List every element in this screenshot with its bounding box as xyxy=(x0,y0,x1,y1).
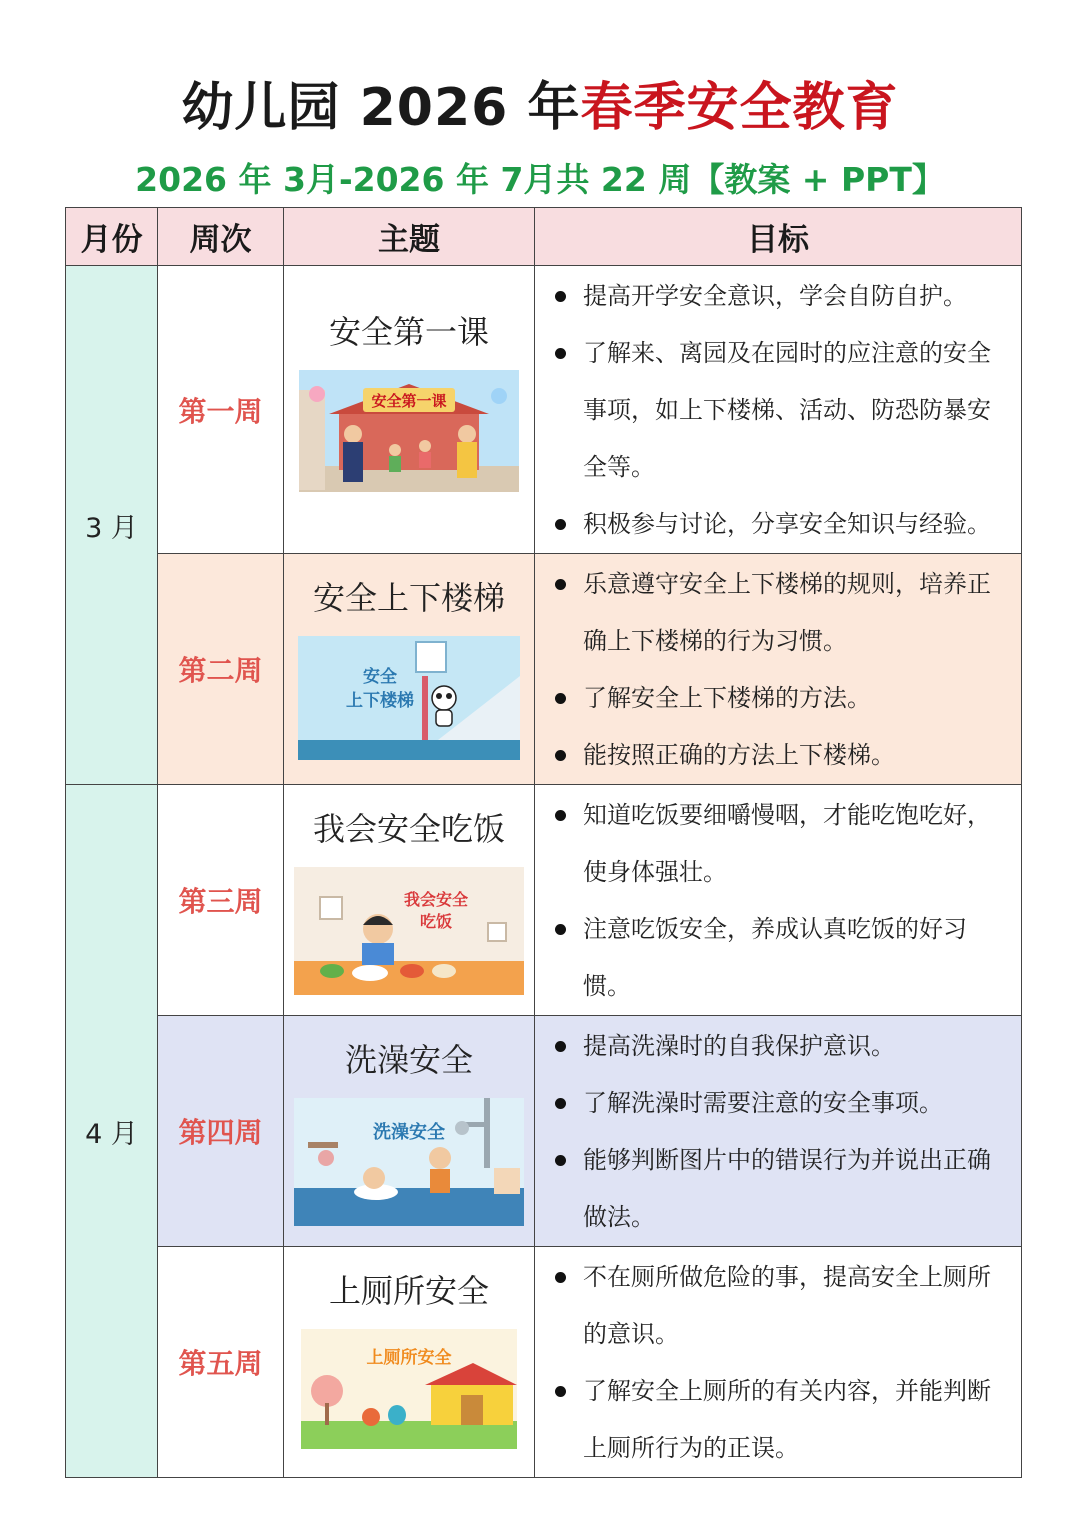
lesson-thumbnail xyxy=(298,636,520,760)
header-month: 月份 xyxy=(66,208,158,266)
lesson-thumbnail xyxy=(294,1098,524,1226)
header-goal: 目标 xyxy=(535,208,1022,266)
header-theme: 主题 xyxy=(284,208,535,266)
table-row xyxy=(66,1016,1022,1247)
table-row xyxy=(66,554,1022,785)
theme-title: 洗澡安全 xyxy=(344,1041,473,1079)
svg-text:吃饭: 吃饭 xyxy=(419,912,453,931)
goal-cell xyxy=(535,1016,1022,1247)
theme-title: 安全上下楼梯 xyxy=(312,579,505,617)
svg-text:我会安全: 我会安全 xyxy=(403,890,469,909)
theme-title: 上厕所安全 xyxy=(328,1272,489,1310)
week-cell: 第一周 xyxy=(158,266,284,554)
svg-text:上厕所安全: 上厕所安全 xyxy=(366,1348,452,1368)
goal-item: 提高开学安全意识，学会自防自护。 xyxy=(549,268,1011,325)
theme-cell xyxy=(284,1247,535,1478)
goal-item: 了解安全上下楼梯的方法。 xyxy=(549,670,1011,727)
week-cell: 第五周 xyxy=(158,1247,284,1478)
theme-cell xyxy=(284,785,535,1016)
goal-cell xyxy=(535,266,1022,554)
svg-text:洗澡安全: 洗澡安全 xyxy=(373,1122,445,1143)
goal-item: 了解安全上厕所的有关内容，并能判断上厕所行为的正误。 xyxy=(549,1363,1011,1477)
week-cell: 第二周 xyxy=(158,554,284,785)
table-header-row xyxy=(66,208,1022,266)
svg-text:上下楼梯: 上下楼梯 xyxy=(346,691,414,711)
week-cell: 第三周 xyxy=(158,785,284,1016)
week-cell: 第四周 xyxy=(158,1016,284,1247)
month-cell: 3 月 xyxy=(66,266,158,785)
goal-cell xyxy=(535,1247,1022,1478)
goal-item: 了解来、离园及在园时的应注意的安全事项，如上下楼梯、活动、防恐防暴安全等。 xyxy=(549,325,1011,496)
page-title xyxy=(0,72,1080,144)
table-row xyxy=(66,1247,1022,1478)
goal-item: 了解洗澡时需要注意的安全事项。 xyxy=(549,1075,1011,1132)
goal-list xyxy=(535,266,1021,553)
theme-cell xyxy=(284,1016,535,1247)
lesson-thumbnail xyxy=(299,370,519,492)
table-row xyxy=(66,785,1022,1016)
goal-cell xyxy=(535,554,1022,785)
goal-item: 注意吃饭安全，养成认真吃饭的好习惯。 xyxy=(549,901,1011,1015)
theme-cell xyxy=(284,266,535,554)
month-cell: 4 月 xyxy=(66,785,158,1478)
goal-item: 不在厕所做危险的事，提高安全上厕所的意识。 xyxy=(549,1249,1011,1363)
page-subtitle: 2026 年 3月-2026 年 7月共 22 周【教案 + PPT】 xyxy=(135,160,945,199)
goal-list xyxy=(535,1247,1021,1477)
theme-cell xyxy=(284,554,535,785)
title-part-2: 春季安全教育 xyxy=(580,78,899,138)
goal-item: 能够判断图片中的错误行为并说出正确做法。 xyxy=(549,1132,1011,1246)
lesson-thumbnail xyxy=(294,867,524,995)
header-week: 周次 xyxy=(158,208,284,266)
goal-item: 乐意遵守安全上下楼梯的规则，培养正确上下楼梯的行为习惯。 xyxy=(549,556,1011,670)
goal-item: 知道吃饭要细嚼慢咽，才能吃饱吃好，使身体强壮。 xyxy=(549,787,1011,901)
goal-item: 能按照正确的方法上下楼梯。 xyxy=(549,727,1011,784)
theme-title: 我会安全吃饭 xyxy=(312,810,505,848)
goal-list xyxy=(535,554,1021,784)
lesson-thumbnail xyxy=(301,1329,517,1449)
goal-list xyxy=(535,785,1021,1015)
goal-item: 提高洗澡时的自我保护意识。 xyxy=(549,1018,1011,1075)
goal-list xyxy=(535,1016,1021,1246)
table-row xyxy=(66,266,1022,554)
thumbnail-caption: 安全第一课 xyxy=(371,392,447,410)
theme-title: 安全第一课 xyxy=(328,313,489,351)
schedule-table xyxy=(65,207,1022,1478)
goal-cell xyxy=(535,785,1022,1016)
title-part-1: 幼儿园 2026 年 xyxy=(181,78,581,138)
goal-item: 积极参与讨论，分享安全知识与经验。 xyxy=(549,496,1011,553)
svg-text:安全: 安全 xyxy=(363,667,397,687)
